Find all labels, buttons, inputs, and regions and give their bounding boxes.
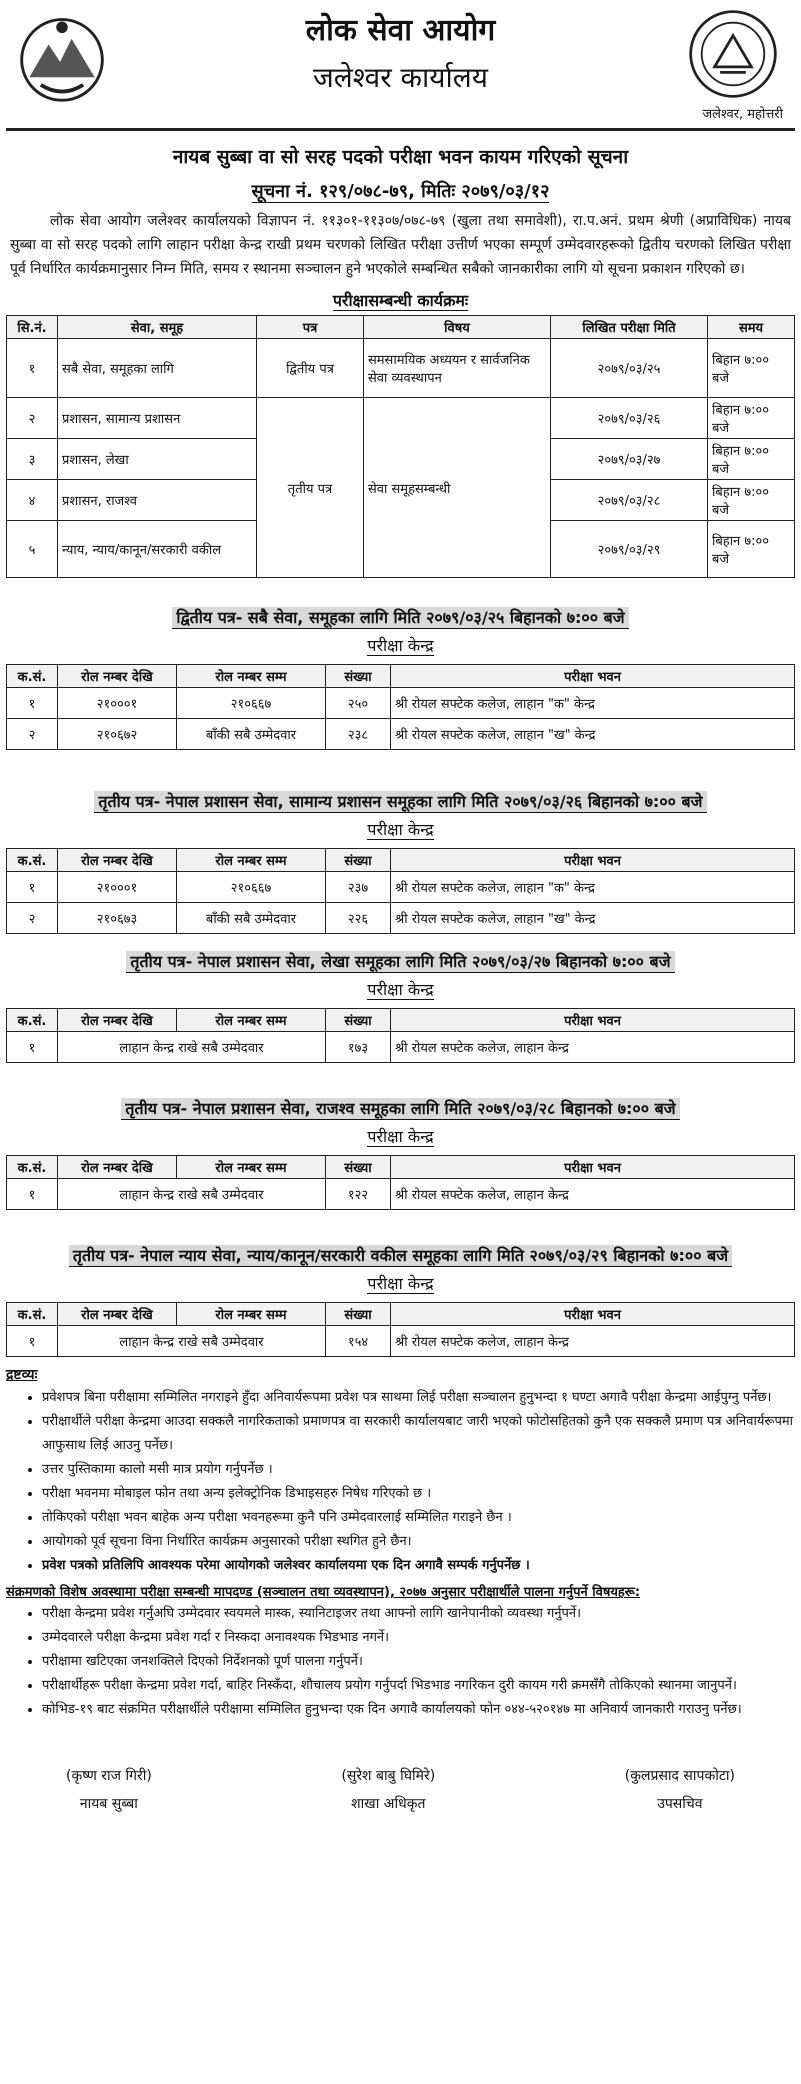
col-paper: पत्र xyxy=(257,316,364,339)
list-item: • उम्मेदवारले परीक्षा केन्द्रमा प्रवेश गर्दा र निस्कदा अनावश्यक भिडभाड नगर्ने। xyxy=(42,1626,795,1650)
table-row: १ २१०००१ २१०६६७ २५० श्री रोयल सफ्टेक कलेज, लाहान "क" केन्द्र xyxy=(7,688,795,719)
center-table xyxy=(6,848,795,934)
center-table xyxy=(6,1155,795,1210)
col-sn: सि.नं. xyxy=(7,316,58,339)
subject-3-cell: सेवा समूहसम्बन्धी xyxy=(364,398,551,578)
list-item: • प्रवेशपत्र बिना परीक्षामा सम्मिलित नगराइने हुँदा अनिवार्यरूपमा प्रवेश पत्र साथमा लिई परीक्षा सञ्चालन हुनुभन्दा १ घण्टा अगावै परीक्षा केन्द्रमा आईपुग्नु पर्नेछ। xyxy=(42,1386,795,1410)
signatory-name: (कृष्ण राज गिरी) xyxy=(66,1768,152,1784)
col-service: सेवा, समूह xyxy=(58,316,257,339)
list-item: • परीक्षा केन्द्रमा प्रवेश गर्नुअघि उम्मेदवार स्वयमले मास्क, स्यानिटाइजर तथा आफ्नो लागि खानेपानीको व्यवस्था गर्नुपर्ने। xyxy=(42,1602,795,1626)
schedule-heading: परीक्षासम्बन्धी कार्यक्रमः xyxy=(332,291,469,310)
table-row: १ लाहान केन्द्र राखे सबै उम्मेदवार १७३ श्री रोयल सफ्टेक कलेज, लाहान केन्द्र xyxy=(7,1032,795,1063)
exam-center-label: परीक्षा केन्द्र xyxy=(367,980,434,999)
section-banner: तृतीय पत्र- नेपाल प्रशासन सेवा, राजश्व समूहका लागि मिति २०७९/०३/२८ बिहानको ७:०० बजे xyxy=(6,1097,795,1119)
table-row: १ सबै सेवा, समूहका लागि द्वितीय पत्र समसामयिक अध्ययन र सार्वजनिक सेवा व्यवस्थापन २०७९/०३/२५ बिहान ७:०० बजे xyxy=(7,339,795,398)
notes-list xyxy=(6,1386,795,1578)
list-item: • परीक्षा भवनमा मोबाइल फोन तथा अन्य इलेक्ट्रोनिक डिभाइसहरु निषेध गरिएको छ । xyxy=(42,1482,795,1506)
paper-3-cell: तृतीय पत्र xyxy=(257,398,364,578)
table-row: १ लाहान केन्द्र राखे सबै उम्मेदवार १२२ श्री रोयल सफ्टेक कलेज, लाहान केन्द्र xyxy=(7,1179,795,1210)
table-row: २ २१०६७३ बाँकी सबै उम्मेदवार २२६ श्री रोयल सफ्टेक कलेज, लाहान "ख" केन्द्र xyxy=(7,903,795,934)
col-time: समय xyxy=(708,316,795,339)
schedule-table xyxy=(6,315,795,578)
exam-center-label: परीक्षा केन्द्र xyxy=(367,820,434,839)
notes-heading: द्रष्टव्यः xyxy=(6,1367,38,1383)
table-row: २ प्रशासन, सामान्य प्रशासन तृतीय पत्र सेवा समूहसम्बन्धी २०७९/०३/२६ बिहान ७:०० बजे xyxy=(7,398,795,439)
exam-center-label: परीक्षा केन्द्र xyxy=(367,1274,434,1293)
signature xyxy=(625,1762,735,1818)
table-row: १ लाहान केन्द्र राखे सबै उम्मेदवार १५४ श्री रोयल सफ्टेक कलेज, लाहान केन्द्र xyxy=(7,1326,795,1357)
list-item: • उत्तर पुस्तिकामा कालो मसी मात्र प्रयोग गर्नुपर्नेछ । xyxy=(42,1458,795,1482)
exam-center-label: परीक्षा केन्द्र xyxy=(367,1127,434,1146)
signatory-post: नायब सुब्बा xyxy=(79,1796,138,1812)
signature xyxy=(341,1762,435,1818)
table-header-row: क.सं. रोल नम्बर देखि रोल नम्बर सम्म संख्या परीक्षा भवन xyxy=(7,1303,795,1326)
covid-list xyxy=(6,1602,795,1722)
center-table xyxy=(6,1008,795,1063)
col-date: लिखित परीक्षा मिति xyxy=(551,316,708,339)
signatory-name: (कुलप्रसाद सापकोटा) xyxy=(624,1768,735,1784)
list-item: • आयोगको पूर्व सूचना विना निर्धारित कार्यक्रम अनुसारको परीक्षा स्थगित हुने छैन। xyxy=(42,1530,795,1554)
table-header-row: क.सं. रोल नम्बर देखि रोल नम्बर सम्म संख्या परीक्षा भवन xyxy=(7,665,795,688)
psc-seal-icon xyxy=(687,8,779,100)
table-row: ४ प्रशासन, राजश्व २०७९/०३/२८ बिहान ७:०० बजे xyxy=(7,480,795,521)
notice-title: नायब सुब्बा वा सो सरह पदको परीक्षा भवन कायम गरिएको सूचना xyxy=(172,146,629,168)
section-banner: तृतीय पत्र- नेपाल प्रशासन सेवा, सामान्य प्रशासन समूहका लागि मिति २०७९/०३/२६ बिहानको ७:०० बजे xyxy=(6,790,795,812)
center-table xyxy=(6,1302,795,1357)
office-location: जलेश्वर, महोत्तरी xyxy=(702,107,783,122)
section-banner: तृतीय पत्र- नेपाल प्रशासन सेवा, लेखा समूहका लागि मिति २०७९/०३/२७ बिहानको ७:०० बजे xyxy=(6,950,795,972)
list-item: • प्रवेश पत्रको प्रतिलिपि आवश्यक परेमा आयोगको जलेश्वर कार्यालयमा एक दिन अगावै सम्पर्क गर्नुपर्नेछ । xyxy=(42,1554,795,1578)
center-table xyxy=(6,664,795,750)
signature-block xyxy=(6,1762,795,1818)
office-name: जलेश्वर कार्यालय xyxy=(312,61,489,94)
notice-reference: सूचना नं. १२९/०७८-७९, मितिः २०७९/०३/१२ xyxy=(251,181,550,202)
table-header-row: क.सं. रोल नम्बर देखि रोल नम्बर सम्म संख्या परीक्षा भवन xyxy=(7,849,795,872)
table-row: ३ प्रशासन, लेखा २०७९/०३/२७ बिहान ७:०० बजे xyxy=(7,439,795,480)
table-row: १ २१०००१ २१०६६७ २३७ श्री रोयल सफ्टेक कलेज, लाहान "क" केन्द्र xyxy=(7,872,795,903)
table-header-row xyxy=(7,316,795,339)
table-row: २ २१०६७२ बाँकी सबै उम्मेदवार २३८ श्री रोयल सफ्टेक कलेज, लाहान "ख" केन्द्र xyxy=(7,719,795,750)
signatory-post: उपसचिव xyxy=(657,1796,703,1812)
list-item: • परीक्षामा खटिएका जनशक्तिले दिएको निर्देशनको पूर्ण पालना गर्नुपर्ने। xyxy=(42,1650,795,1674)
org-name: लोक सेवा आयोग xyxy=(305,13,496,48)
table-header-row: क.सं. रोल नम्बर देखि रोल नम्बर सम्म संख्या परीक्षा भवन xyxy=(7,1156,795,1179)
covid-heading: संक्रमणको विशेष अवस्थामा परीक्षा सम्बन्धी मापदण्ड (सञ्चालन तथा व्यवस्थापन), २०७७ अनुसार परीक्षार्थीले पालना गर्नुपर्ने विषयहरू: xyxy=(6,1585,641,1600)
col-subject: विषय xyxy=(364,316,551,339)
table-row: ५ न्याय, न्याय/कानून/सरकारी वकील २०७९/०३/२९ बिहान ७:०० बजे xyxy=(7,521,795,578)
letterhead xyxy=(6,0,795,131)
list-item: • परीक्षार्थीहरू परीक्षा केन्द्रमा प्रवेश गर्दा, बाहिर निस्कँदा, शौचालय प्रयोग गर्नुपर्दा भिडभाड नगरिकन दुरी कायम गरी क्रमसँगै तोकिएको स्थानमा जानुपर्ने। xyxy=(42,1674,795,1698)
section-banner: तृतीय पत्र- नेपाल न्याय सेवा, न्याय/कानून/सरकारी वकील समूहका लागि मिति २०७९/०३/२९ बिहानको ७:०० बजे xyxy=(6,1244,795,1266)
signatory-name: (सुरेश बाबु घिमिरे) xyxy=(341,1768,436,1784)
list-item: • कोभिड-१९ बाट संक्रमित परीक्षार्थीले परीक्षामा सम्मिलित हुनुभन्दा एक दिन अगावै कार्यालयको फोन ०४४-५२०१४७ मा अनिवार्य जानकारी गराउनु पर्नेछ। xyxy=(42,1698,795,1722)
signature xyxy=(66,1762,152,1818)
signatory-post: शाखा अधिकृत xyxy=(351,1796,426,1812)
section-banner: द्वितीय पत्र- सबै सेवा, समूहका लागि मिति २०७९/०३/२५ बिहानको ७:०० बजे xyxy=(6,606,795,628)
table-header-row: क.सं. रोल नम्बर देखि रोल नम्बर सम्म संख्या परीक्षा भवन xyxy=(7,1009,795,1032)
notice-intro: लोक सेवा आयोग जलेश्वर कार्यालयको विज्ञापन नं. ११३०१-११३०७/०७८-७९ (खुला तथा समावेशी), रा.प.अनं. प्रथम श्रेणी (अप्राविधिक) नायब सुब्बा वा सो सरह पदको लागि लाहान परीक्षा केन्द्र राखी प्रथम चरणको लिखित परीक्षा उत्तीर्ण भएका सम्पूर्ण उम्मेदवारहरूको द्वितीय चरणको लिखित परीक्षा पूर्व निर्धारित कार्यक्रमानुसार निम्न मिति, समय र स्थानमा सञ्चालन हुने भएकोले सम्बन्धित सबैको जानकारीका लागि यो सूचना प्रकाशन गरिएको छ। xyxy=(10,213,791,277)
exam-center-label: परीक्षा केन्द्र xyxy=(367,636,434,655)
list-item: • परीक्षार्थीले परीक्षा केन्द्रमा आउदा सक्कलै नागरिकताको प्रमाणपत्र वा सरकारी कार्यालयबाट जारी भएको फोटोसहितको कुनै एक सक्कलै प्रमाण पत्र अनिवार्यरूपमा आफुसाथ लिई आउनु पर्नेछ। xyxy=(42,1410,795,1458)
list-item: • तोकिएको परीक्षा भवन बाहेक अन्य परीक्षा भवनहरूमा कुनै पनि उम्मेदवारलाई सम्मिलित गराइने छैन । xyxy=(42,1506,795,1530)
